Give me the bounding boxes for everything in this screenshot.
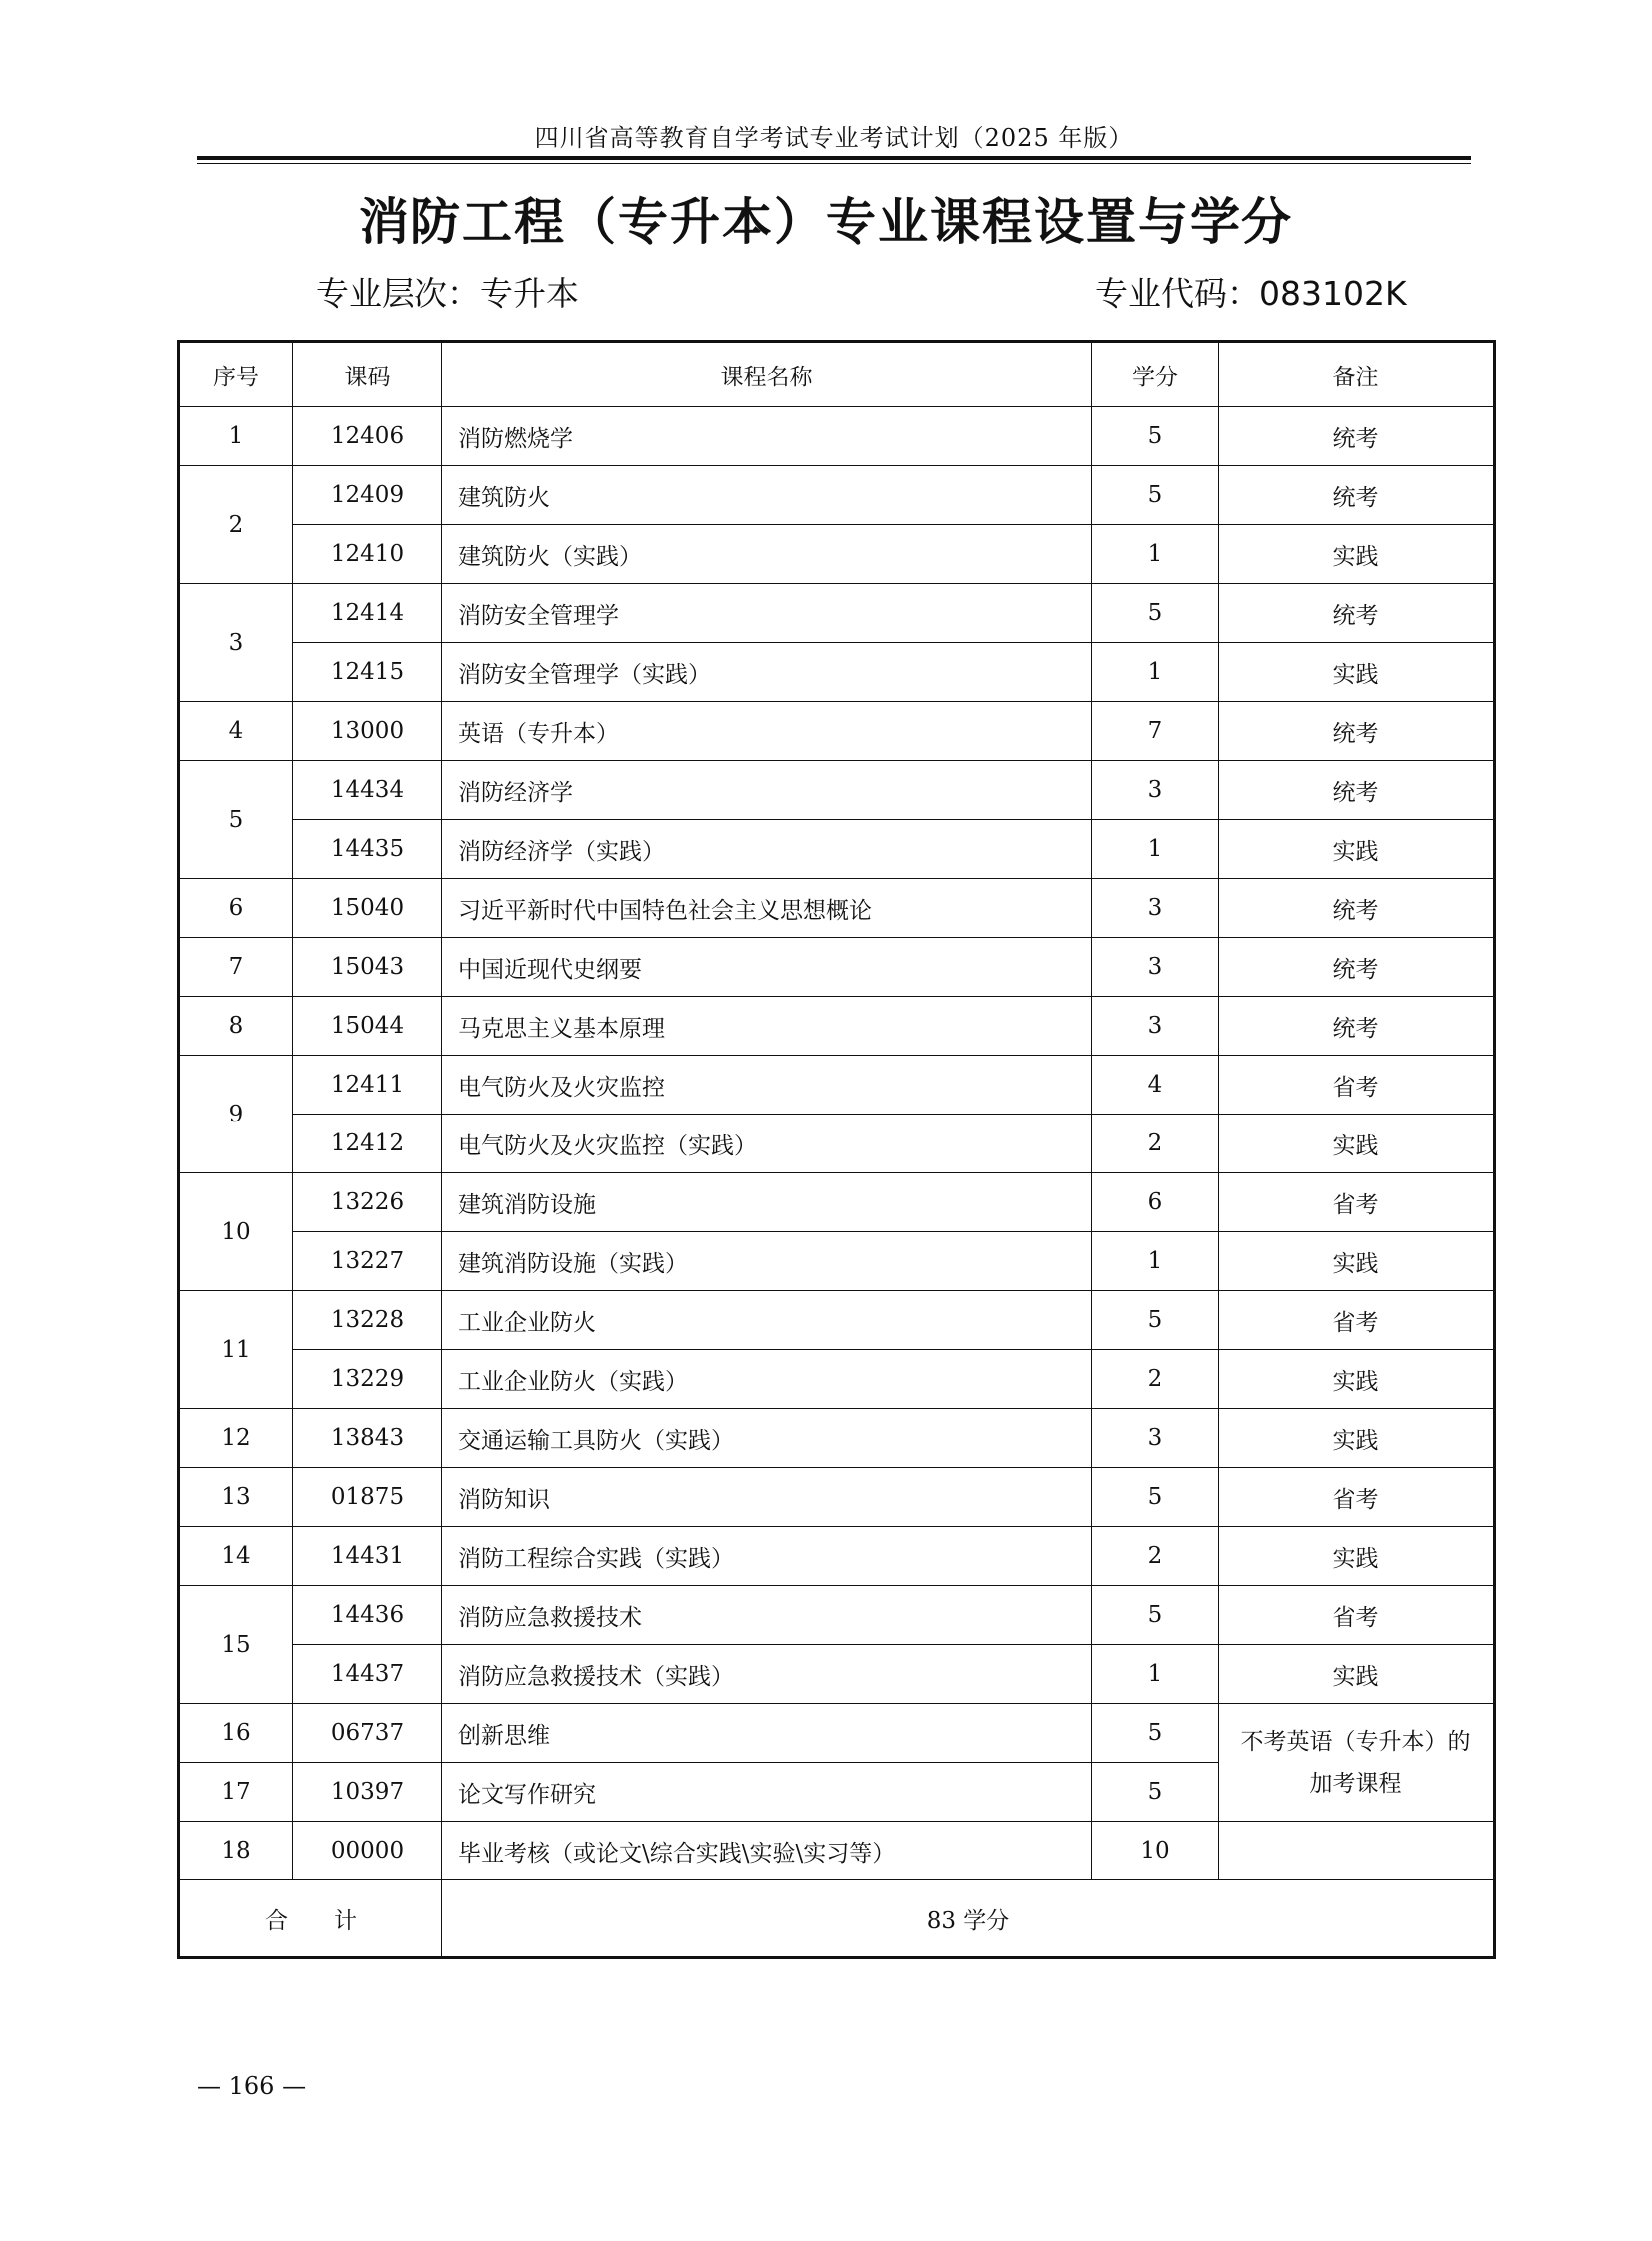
cell-credit: 1 xyxy=(1092,820,1219,879)
table-row xyxy=(179,820,1495,879)
table-row xyxy=(179,1822,1495,1880)
table-row xyxy=(179,643,1495,702)
table-row xyxy=(179,997,1495,1056)
cell-code: 15040 xyxy=(293,879,442,938)
cell-code: 13000 xyxy=(293,702,442,761)
total-label: 合 计 xyxy=(179,1880,442,1958)
page-title: 消防工程（专升本）专业课程设置与学分 xyxy=(359,193,1293,251)
cell-note: 实践 xyxy=(1219,820,1495,879)
cell-name: 习近平新时代中国特色社会主义思想概论 xyxy=(442,879,1092,938)
col-header-credit: 学分 xyxy=(1092,342,1219,407)
cell-note: 实践 xyxy=(1219,1645,1495,1704)
cell-credit: 5 xyxy=(1092,1468,1219,1527)
cell-name: 消防燃烧学 xyxy=(442,407,1092,466)
cell-name: 交通运输工具防火（实践） xyxy=(442,1409,1092,1468)
cell-name: 建筑消防设施 xyxy=(442,1173,1092,1232)
cell-name: 电气防火及火灾监控（实践） xyxy=(442,1115,1092,1173)
cell-credit: 3 xyxy=(1092,879,1219,938)
cell-credit: 5 xyxy=(1092,584,1219,643)
cell-credit: 3 xyxy=(1092,1409,1219,1468)
cell-note: 统考 xyxy=(1219,584,1495,643)
cell-code: 13226 xyxy=(293,1173,442,1232)
cell-note: 省考 xyxy=(1219,1468,1495,1527)
cell-code: 15043 xyxy=(293,938,442,997)
cell-seq: 14 xyxy=(179,1527,293,1586)
cell-code: 12415 xyxy=(293,643,442,702)
cell-name: 消防应急救援技术（实践） xyxy=(442,1645,1092,1704)
cell-note: 实践 xyxy=(1219,525,1495,584)
cell-name: 消防工程综合实践（实践） xyxy=(442,1527,1092,1586)
cell-note-extra-courses xyxy=(1219,1704,1495,1822)
table-row xyxy=(179,1056,1495,1115)
cell-credit: 1 xyxy=(1092,1645,1219,1704)
cell-name: 消防安全管理学（实践） xyxy=(442,643,1092,702)
total-row xyxy=(179,1880,1495,1958)
col-header-note: 备注 xyxy=(1219,342,1495,407)
cell-credit: 3 xyxy=(1092,997,1219,1056)
table-row xyxy=(179,1232,1495,1291)
table-row xyxy=(179,584,1495,643)
cell-name: 毕业考核（或论文\综合实践\实验\实习等） xyxy=(442,1822,1092,1880)
table-row xyxy=(179,1704,1495,1763)
cell-seq: 18 xyxy=(179,1822,293,1880)
cell-note: 实践 xyxy=(1219,1527,1495,1586)
cell-credit: 5 xyxy=(1092,1763,1219,1822)
cell-name: 消防知识 xyxy=(442,1468,1092,1527)
cell-code: 13229 xyxy=(293,1350,442,1409)
table-header-row xyxy=(179,342,1495,407)
cell-seq: 1 xyxy=(179,407,293,466)
table-row xyxy=(179,1586,1495,1645)
cell-credit: 2 xyxy=(1092,1527,1219,1586)
cell-seq: 9 xyxy=(179,1056,293,1173)
extra-note-line-1: 不考英语（专升本）的 xyxy=(1240,1728,1471,1755)
table-row xyxy=(179,466,1495,525)
cell-name: 工业企业防火 xyxy=(442,1291,1092,1350)
cell-credit: 2 xyxy=(1092,1350,1219,1409)
cell-seq: 12 xyxy=(179,1409,293,1468)
cell-seq: 7 xyxy=(179,938,293,997)
cell-note: 统考 xyxy=(1219,407,1495,466)
cell-name: 英语（专升本） xyxy=(442,702,1092,761)
cell-credit: 1 xyxy=(1092,525,1219,584)
extra-note-line-2: 加考课程 xyxy=(1309,1770,1402,1797)
total-value: 83 学分 xyxy=(442,1880,1495,1958)
header-rule-thick xyxy=(197,156,1471,160)
cell-seq: 16 xyxy=(179,1704,293,1763)
cell-note: 实践 xyxy=(1219,1409,1495,1468)
table-row xyxy=(179,938,1495,997)
table-row xyxy=(179,1645,1495,1704)
cell-note: 省考 xyxy=(1219,1056,1495,1115)
header-rule-thin xyxy=(197,163,1471,164)
cell-code: 06737 xyxy=(293,1704,442,1763)
major-code: 专业代码：083102K xyxy=(1095,274,1407,313)
table-row xyxy=(179,879,1495,938)
cell-note: 统考 xyxy=(1219,938,1495,997)
cell-code: 14431 xyxy=(293,1527,442,1586)
table-row xyxy=(179,1173,1495,1232)
table-row xyxy=(179,761,1495,820)
cell-note xyxy=(1219,1822,1495,1880)
cell-credit: 5 xyxy=(1092,1586,1219,1645)
cell-seq: 2 xyxy=(179,466,293,584)
cell-name: 建筑防火 xyxy=(442,466,1092,525)
cell-name: 建筑防火（实践） xyxy=(442,525,1092,584)
cell-code: 12414 xyxy=(293,584,442,643)
cell-name: 马克思主义基本原理 xyxy=(442,997,1092,1056)
cell-credit: 5 xyxy=(1092,1291,1219,1350)
cell-credit: 5 xyxy=(1092,1704,1219,1763)
cell-code: 12410 xyxy=(293,525,442,584)
cell-name: 消防经济学 xyxy=(442,761,1092,820)
cell-seq: 17 xyxy=(179,1763,293,1822)
cell-code: 00000 xyxy=(293,1822,442,1880)
cell-name: 电气防火及火灾监控 xyxy=(442,1056,1092,1115)
table-row xyxy=(179,407,1495,466)
table-row xyxy=(179,1115,1495,1173)
cell-seq: 15 xyxy=(179,1586,293,1704)
table-row xyxy=(179,1409,1495,1468)
cell-credit: 10 xyxy=(1092,1822,1219,1880)
cell-note: 实践 xyxy=(1219,1232,1495,1291)
cell-seq: 5 xyxy=(179,761,293,879)
cell-code: 14437 xyxy=(293,1645,442,1704)
cell-code: 13843 xyxy=(293,1409,442,1468)
cell-credit: 5 xyxy=(1092,407,1219,466)
cell-code: 13227 xyxy=(293,1232,442,1291)
cell-note: 实践 xyxy=(1219,643,1495,702)
cell-credit: 1 xyxy=(1092,643,1219,702)
cell-code: 14436 xyxy=(293,1586,442,1645)
cell-note: 省考 xyxy=(1219,1173,1495,1232)
cell-seq: 8 xyxy=(179,997,293,1056)
cell-name: 消防经济学（实践） xyxy=(442,820,1092,879)
table-row xyxy=(179,1350,1495,1409)
cell-name: 论文写作研究 xyxy=(442,1763,1092,1822)
cell-seq: 11 xyxy=(179,1291,293,1409)
cell-seq: 4 xyxy=(179,702,293,761)
course-table xyxy=(177,340,1496,1959)
cell-note: 统考 xyxy=(1219,879,1495,938)
col-header-code: 课码 xyxy=(293,342,442,407)
major-level: 专业层次：专升本 xyxy=(316,274,579,313)
cell-credit: 3 xyxy=(1092,938,1219,997)
cell-credit: 6 xyxy=(1092,1173,1219,1232)
cell-seq: 3 xyxy=(179,584,293,702)
cell-code: 12409 xyxy=(293,466,442,525)
cell-code: 13228 xyxy=(293,1291,442,1350)
cell-note: 实践 xyxy=(1219,1350,1495,1409)
table-row xyxy=(179,1291,1495,1350)
cell-credit: 3 xyxy=(1092,761,1219,820)
page-number: — 166 — xyxy=(197,2072,307,2100)
cell-note: 实践 xyxy=(1219,1115,1495,1173)
cell-name: 工业企业防火（实践） xyxy=(442,1350,1092,1409)
cell-credit: 5 xyxy=(1092,466,1219,525)
cell-note: 省考 xyxy=(1219,1586,1495,1645)
running-header: 四川省高等教育自学考试专业考试计划（2025 年版） xyxy=(534,124,1134,152)
cell-note: 统考 xyxy=(1219,761,1495,820)
cell-seq: 10 xyxy=(179,1173,293,1291)
cell-name: 消防安全管理学 xyxy=(442,584,1092,643)
cell-name: 建筑消防设施（实践） xyxy=(442,1232,1092,1291)
cell-code: 10397 xyxy=(293,1763,442,1822)
cell-code: 14435 xyxy=(293,820,442,879)
cell-name: 消防应急救援技术 xyxy=(442,1586,1092,1645)
col-header-seq: 序号 xyxy=(179,342,293,407)
cell-seq: 6 xyxy=(179,879,293,938)
table-row xyxy=(179,525,1495,584)
cell-note: 省考 xyxy=(1219,1291,1495,1350)
cell-credit: 1 xyxy=(1092,1232,1219,1291)
cell-seq: 13 xyxy=(179,1468,293,1527)
cell-credit: 4 xyxy=(1092,1056,1219,1115)
cell-code: 12406 xyxy=(293,407,442,466)
cell-note: 统考 xyxy=(1219,997,1495,1056)
cell-name: 中国近现代史纲要 xyxy=(442,938,1092,997)
cell-code: 15044 xyxy=(293,997,442,1056)
table-row xyxy=(179,1527,1495,1586)
table-row xyxy=(179,1468,1495,1527)
cell-code: 01875 xyxy=(293,1468,442,1527)
cell-code: 12412 xyxy=(293,1115,442,1173)
table-row xyxy=(179,702,1495,761)
cell-credit: 2 xyxy=(1092,1115,1219,1173)
cell-credit: 7 xyxy=(1092,702,1219,761)
cell-note: 统考 xyxy=(1219,702,1495,761)
col-header-name: 课程名称 xyxy=(442,342,1092,407)
cell-note: 统考 xyxy=(1219,466,1495,525)
cell-code: 12411 xyxy=(293,1056,442,1115)
cell-name: 创新思维 xyxy=(442,1704,1092,1763)
cell-code: 14434 xyxy=(293,761,442,820)
